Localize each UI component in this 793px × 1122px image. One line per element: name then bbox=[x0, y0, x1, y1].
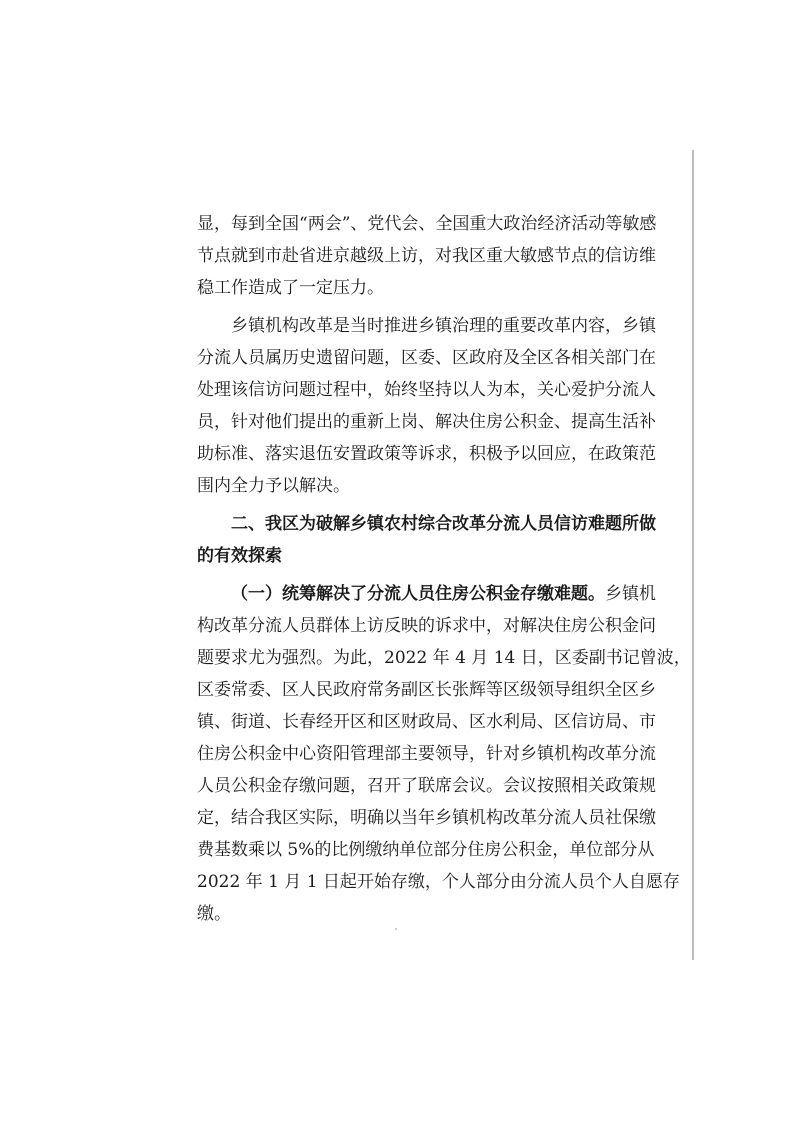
text-line: 员，针对他们提出的重新上岗、解决住房公积金、提高生活补 bbox=[197, 412, 656, 432]
text-line: 费基数乘以 5%的比例缴纳单位部分住房公积金，单位部分从 bbox=[197, 840, 655, 860]
text-line: 人员公积金存缴问题，召开了联席会议。会议按照相关政策规 bbox=[197, 776, 656, 796]
text-line: 题要求尤为强烈。为此，2022 年 4 月 14 日，区委副书记曾波， bbox=[197, 648, 691, 668]
text-line: 乡镇机构改革是当时推进乡镇治理的重要改革内容，乡镇 bbox=[231, 316, 656, 336]
text-line: 助标准、落实退伍安置政策等诉求，积极予以回应，在政策范 bbox=[197, 444, 656, 464]
text-line: 围内全力予以解决。 bbox=[197, 476, 350, 496]
text-line: 镇、街道、长春经开区和区财政局、区水利局、区信访局、市 bbox=[197, 712, 656, 732]
text-line: 节点就到市赴省进京越级上访，对我区重大敏感节点的信访维 bbox=[197, 246, 656, 266]
text-line: 稳工作造成了一定压力。 bbox=[197, 278, 384, 298]
text-line: 2022 年 1 月 1 日起开始存缴，个人部分由分流人员个人自愿存 bbox=[197, 872, 680, 892]
document-body bbox=[197, 208, 691, 930]
subsection-lead: （一）统筹解决了分流人员住房公积金存缴难题。 bbox=[231, 584, 605, 604]
text-line: 显，每到全国“两会”、党代会、全国重大政治经济活动等敏感 bbox=[197, 214, 657, 234]
subsection-first-line bbox=[197, 578, 656, 610]
section-heading: 二、我区为破解乡镇农村综合改革分流人员信访难题所做 bbox=[231, 514, 656, 534]
text-line: 区委常委、区人民政府常务副区长张辉等区级领导组织全区乡 bbox=[197, 680, 656, 700]
text-line: 分流人员属历史遗留问题，区委、区政府及全区各相关部门在 bbox=[197, 348, 656, 368]
text-line: 住房公积金中心资阳管理部主要领导，针对乡镇机构改革分流 bbox=[197, 744, 656, 764]
text-line: 处理该信访问题过程中，始终坚持以人为本，关心爱护分流人 bbox=[197, 380, 656, 400]
page-edge-line bbox=[692, 150, 694, 960]
text-line: 构改革分流人员群体上访反映的诉求中，对解决住房公积金问 bbox=[197, 616, 656, 636]
scan-speck bbox=[395, 928, 397, 930]
section-heading: 的有效探索 bbox=[197, 546, 282, 566]
text-fragment: 乡镇机 bbox=[605, 584, 656, 604]
text-line: 定，结合我区实际，明确以当年乡镇机构改革分流人员社保缴 bbox=[197, 808, 656, 828]
text-line: 缴。 bbox=[197, 904, 231, 924]
